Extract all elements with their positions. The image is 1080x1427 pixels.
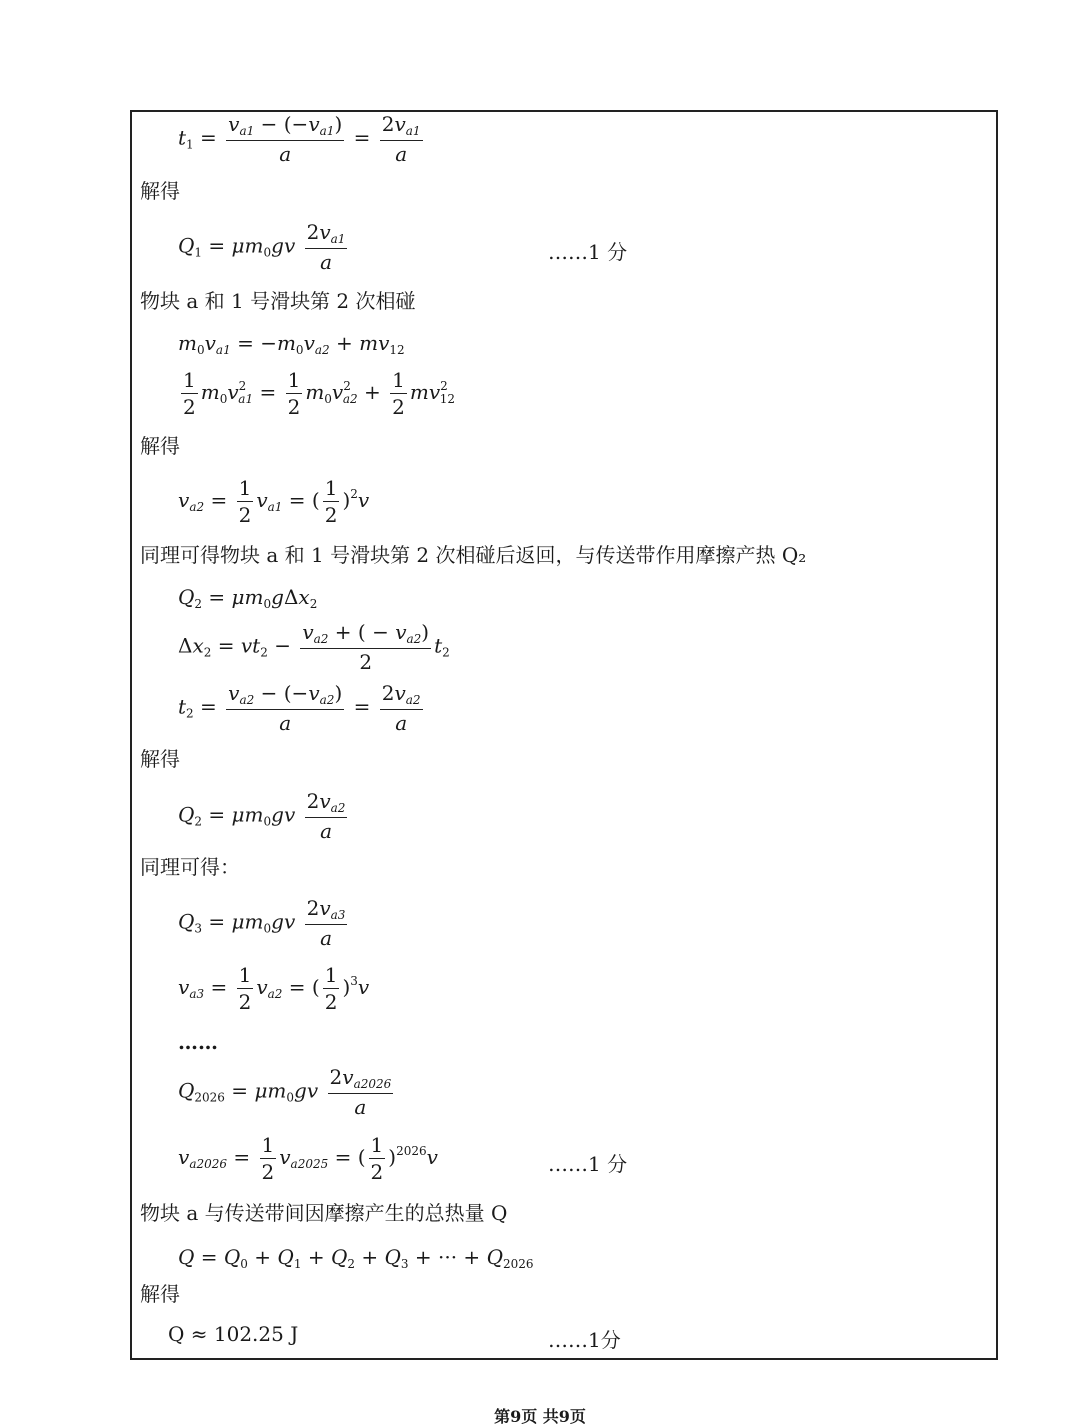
equation-t1: $t_1$ = $\frac{v_{a1} - (-v_{a1})}{a}$ = $\frac{2v_{a1}}{a}$ <box>178 112 421 166</box>
equation-q-sum: $Q = Q_0 + Q_1 + Q_2 + Q_3$ + ··· + $Q_{2026}$ <box>178 1245 534 1271</box>
equation-dx2: $\Delta x_2 = vt_2$ − $\frac{v_{a2} + ( - v_{a2})}{2}$ $t_2$ <box>178 620 450 674</box>
score-marker-3: ……1分 <box>548 1328 621 1352</box>
page-footer: 第9页 共9页 <box>494 1407 586 1426</box>
equation-q2-dx: $Q_2 = \mu m_0g\Delta x_2$ <box>178 585 318 611</box>
label-collision-2: 物块 a 和 1 号滑块第 2 次相碰 <box>140 289 416 313</box>
label-jiede-2: 解得 <box>140 434 180 458</box>
equation-va2026: $v_{a2026}$ = $\frac{1}{2}$ $v_{a2025}$ = ( $\frac{1}{2}$ )$^{2026}$v <box>178 1133 438 1184</box>
score-marker-1: ……1 分 <box>548 240 628 264</box>
equation-q1: $Q_1 = \mu m_0gv$ $\frac{2v_{a1}}{a}$ <box>178 220 346 274</box>
equation-t2: $t_2$ = $\frac{v_{a2} - (-v_{a2})}{a}$ = $\frac{2v_{a2}}{a}$ <box>178 681 421 735</box>
label-jiede-3: 解得 <box>140 747 180 771</box>
label-same-2: 同理可得物块 a 和 1 号滑块第 2 次相碰后返回，与传送带作用摩擦产热 Q₂ <box>140 543 807 567</box>
equation-q2: $Q_2 = \mu m_0gv$ $\frac{2v_{a2}}{a}$ <box>178 789 346 843</box>
final-answer: Q ≈ 102.25 J <box>168 1322 299 1346</box>
equation-va3: $v_{a3}$ = $\frac{1}{2}$ $v_{a2}$ = ( $\frac{1}{2}$ )$^3$v <box>178 963 370 1014</box>
label-same: 同理可得： <box>140 855 240 879</box>
equation-momentum: $m_0v_{a1} = -m_0v_{a2} + mv_{12}$ <box>178 331 405 357</box>
label-jiede-1: 解得 <box>140 179 180 203</box>
score-marker-2: ……1 分 <box>548 1152 628 1176</box>
ellipsis-dots: …… <box>178 1030 218 1054</box>
label-jiede-4: 解得 <box>140 1282 180 1306</box>
equation-q3: $Q_3 = \mu m_0gv$ $\frac{2v_{a3}}{a}$ <box>178 896 346 950</box>
equation-q2026: $Q_{2026} = \mu m_0gv$ $\frac{2v_{a2026}}{a}$ <box>178 1065 392 1119</box>
equation-energy: $\frac{1}{2}$ $m_0v^2_{a1}$ = $\frac{1}{2}$ $m_0v^2_{a2}$ + $\frac{1}{2}$ $mv^2_{12}$ <box>183 368 456 419</box>
equation-va2: $v_{a2}$ = $\frac{1}{2}$ $v_{a1}$ = ( $\frac{1}{2}$ )$^2$v <box>178 476 370 527</box>
label-total-heat: 物块 a 与传送带间因摩擦产生的总热量 Q <box>140 1201 508 1225</box>
